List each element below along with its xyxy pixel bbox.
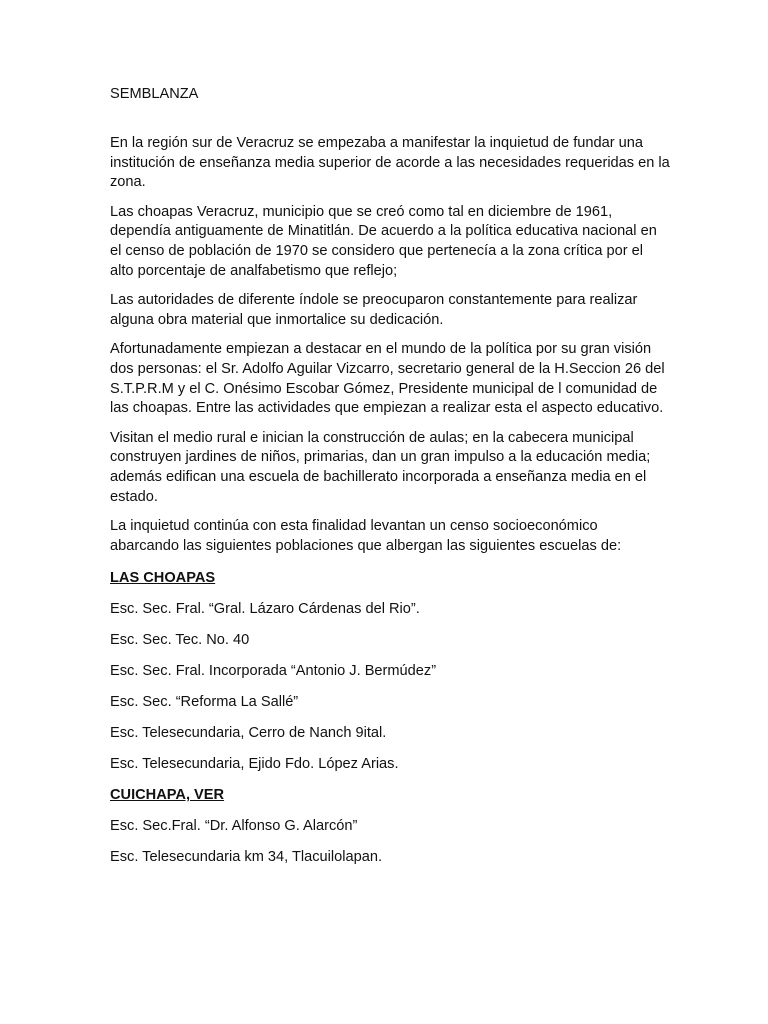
paragraph-autoridades: Las autoridades de diferente índole se preocuparon constantemente para realizar alguna obra material que inmortalice su dedicación. (110, 292, 638, 328)
paragraph-censo: La inquietud continúa con esta finalidad levantan un censo socioeconómico abarcando las siguientes poblaciones que albergan las siguientes escuelas de: (110, 518, 622, 554)
section-heading-cuichapa: CUICHAPA, VER (110, 787, 225, 804)
school-list-item: Esc. Telesecundaria, Cerro de Nanch 9ital. (110, 725, 387, 742)
school-list-item: Esc. Telesecundaria, Ejido Fdo. López Arias. (110, 756, 399, 773)
school-list-item: Esc. Sec.Fral. “Dr. Alfonso G. Alarcón” (110, 818, 358, 835)
school-list-item: Esc. Sec. Fral. Incorporada “Antonio J. Bermúdez” (110, 663, 437, 680)
paragraph-medio-rural: Visitan el medio rural e inician la construcción de aulas; en la cabecera municipal construyen jardines de niños, primarias, dan un gran impulso a la educación media; además edifican una escuela de bachillerato incorporada a enseñanza media en el estado. (110, 429, 651, 505)
document-title: SEMBLANZA (110, 86, 199, 102)
paragraph-intro: En la región sur de Veracruz se empezaba a manifestar la inquietud de fundar una institución de enseñanza media superior de acorde a las necesidades requeridas en la zona. (110, 135, 670, 191)
paragraph-municipio: Las choapas Veracruz, municipio que se creó como tal en diciembre de 1961, dependía antiguamente de Minatitlán. De acuerdo a la política educativa nacional en el censo de población de 1970 se considero que pertenecía a la zona crítica por el alto porcentaje de analfabetismo que reflejo; (110, 203, 657, 279)
section-heading-las-choapas: LAS CHOAPAS (110, 570, 216, 587)
school-list-item: Esc. Telesecundaria km 34, Tlacuilolapan. (110, 849, 383, 866)
paragraph-personas: Afortunadamente empiezan a destacar en el mundo de la política por su gran visión dos personas: el Sr. Adolfo Aguilar Vizcarro, secretario general de la H.Seccion 26 del S.T.P.R.M y el C. Onésimo Escobar Gómez, Presidente municipal de l comunidad de las choapas. Entre las actividades que empiezan a realizar esta el aspecto educativo. (110, 341, 665, 417)
school-list-item: Esc. Sec. “Reforma La Sallé” (110, 694, 299, 711)
school-list-item: Esc. Sec. Tec. No. 40 (110, 632, 250, 649)
school-list-item: Esc. Sec. Fral. “Gral. Lázaro Cárdenas del Rio”. (110, 601, 420, 618)
document-body (110, 84, 670, 867)
